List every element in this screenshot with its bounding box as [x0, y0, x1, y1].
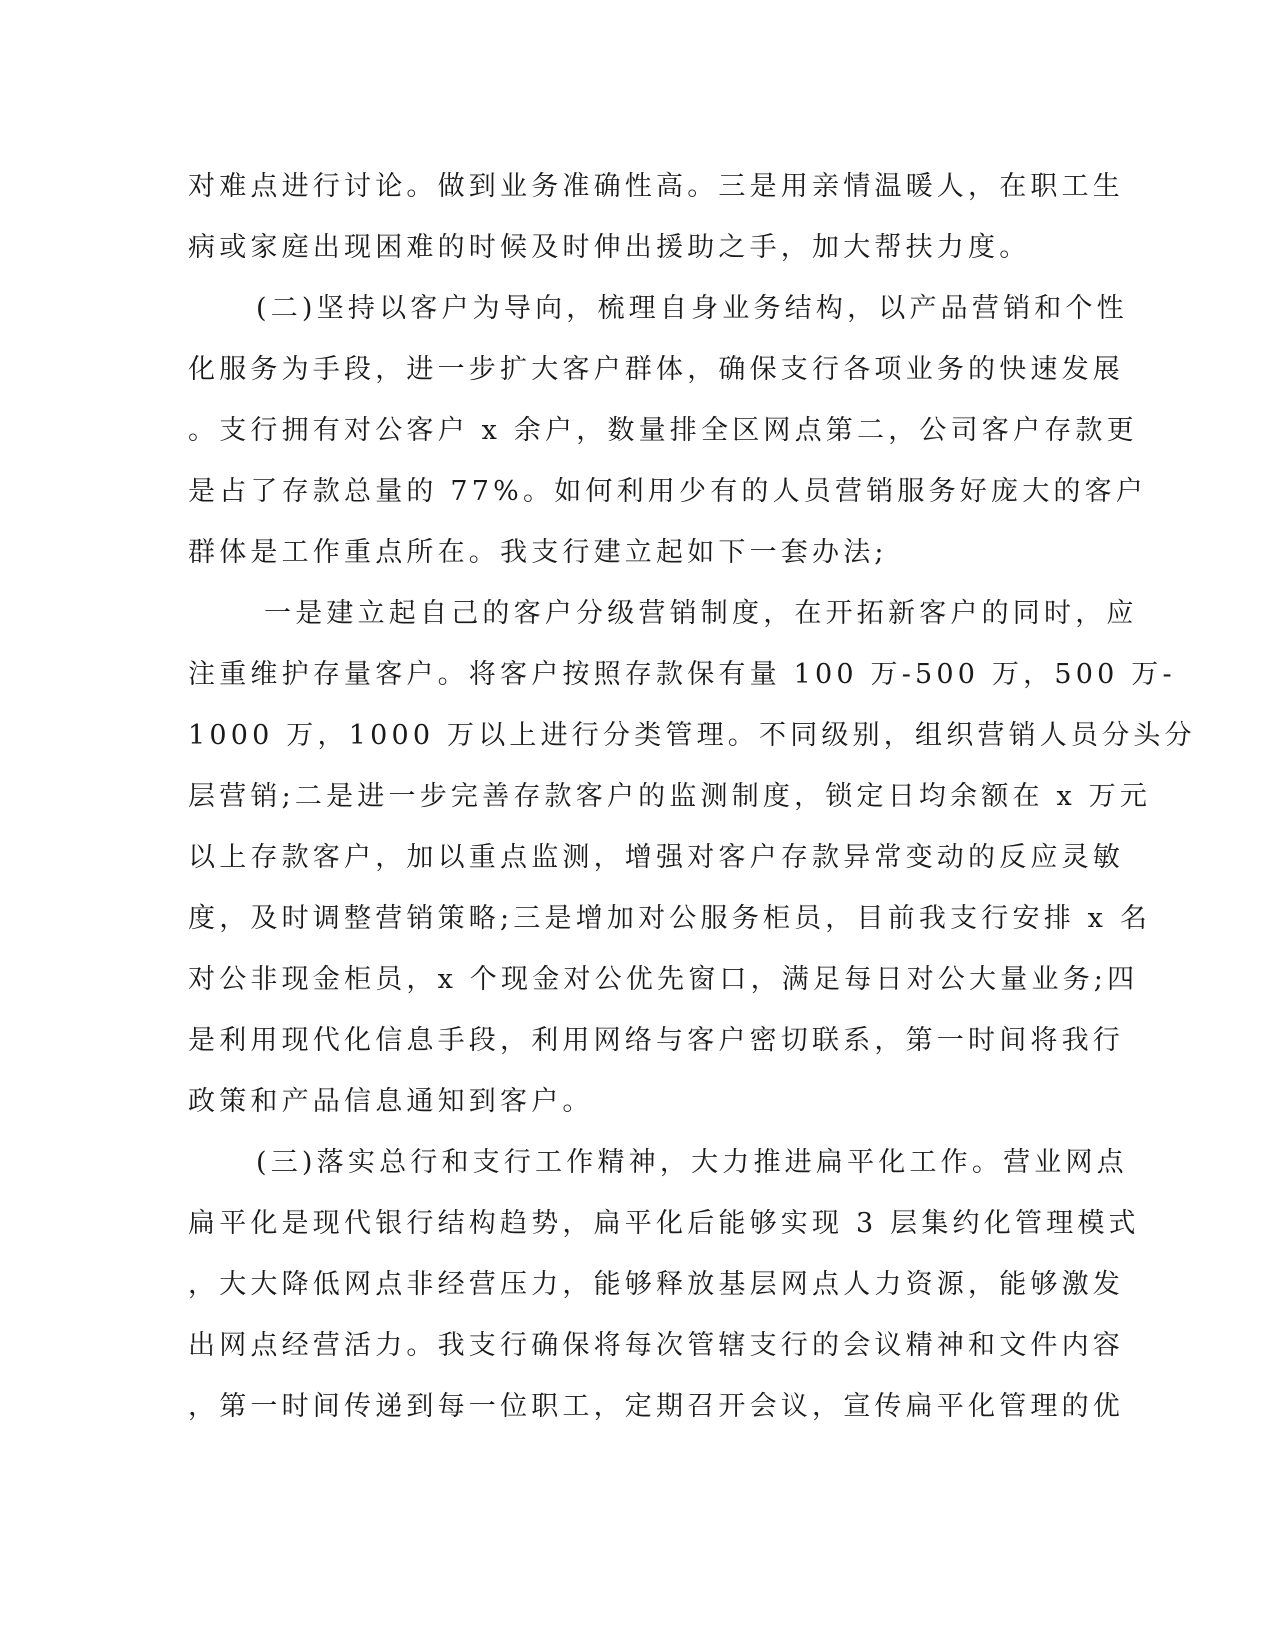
paragraph-line: ，第一时间传递到每一位职工，定期召开会议，宣传扁平化管理的优 — [188, 1391, 1124, 1422]
paragraph-line: (二)坚持以客户为导向，梳理自身业务结构，以产品营销和个性 — [256, 293, 1128, 324]
paragraph-line: 对难点进行讨论。做到业务准确性高。三是用亲情温暖人，在职工生 — [188, 171, 1124, 202]
paragraph-line: 。支行拥有对公客户 x 余户，数量排全区网点第二，公司客户存款更 — [188, 415, 1138, 446]
paragraph-line: 出网点经营活力。我支行确保将每次管辖支行的会议精神和文件内容 — [188, 1330, 1124, 1361]
paragraph-line: 注重维护存量客户。将客户按照存款保有量 100 万-500 万，500 万- — [188, 659, 1176, 690]
paragraph-line: 层营销;二是进一步完善存款客户的监测制度，锁定日均余额在 x 万元 — [188, 781, 1152, 812]
paragraph-line: 扁平化是现代银行结构趋势，扁平化后能够实现 3 层集约化管理模式 — [188, 1208, 1140, 1239]
paragraph-line: 群体是工作重点所在。我支行建立起如下一套办法; — [188, 537, 888, 568]
paragraph-line: 1000 万，1000 万以上进行分类管理。不同级别，组织营销人员分头分 — [188, 720, 1196, 751]
paragraph-line: 化服务为手段，进一步扩大客户群体，确保支行各项业务的快速发展 — [188, 354, 1124, 385]
paragraph-line: 是占了存款总量的 77%。如何利用少有的人员营销服务好庞大的客户 — [188, 476, 1147, 507]
paragraph-line: 是利用现代化信息手段，利用网络与客户密切联系，第一时间将我行 — [188, 1025, 1124, 1056]
paragraph-line: 一是建立起自己的客户分级营销制度，在开拓新客户的同时，应 — [264, 598, 1138, 629]
paragraph-line: ，大大降低网点非经营压力，能够释放基层网点人力资源，能够激发 — [188, 1269, 1124, 1300]
paragraph-line: 度，及时调整营销策略;三是增加对公服务柜员，目前我支行安排 x 名 — [188, 903, 1152, 934]
paragraph-line: 病或家庭出现困难的时候及时伸出援助之手，加大帮扶力度。 — [188, 232, 1031, 263]
paragraph-line: (三)落实总行和支行工作精神，大力推进扁平化工作。营业网点 — [256, 1147, 1128, 1178]
paragraph-line: 对公非现金柜员，x 个现金对公优先窗口，满足每日对公大量业务;四 — [188, 964, 1139, 995]
paragraph-line: 政策和产品信息通知到客户。 — [188, 1086, 594, 1117]
paragraph-line: 以上存款客户，加以重点监测，增强对客户存款异常变动的反应灵敏 — [188, 842, 1124, 873]
